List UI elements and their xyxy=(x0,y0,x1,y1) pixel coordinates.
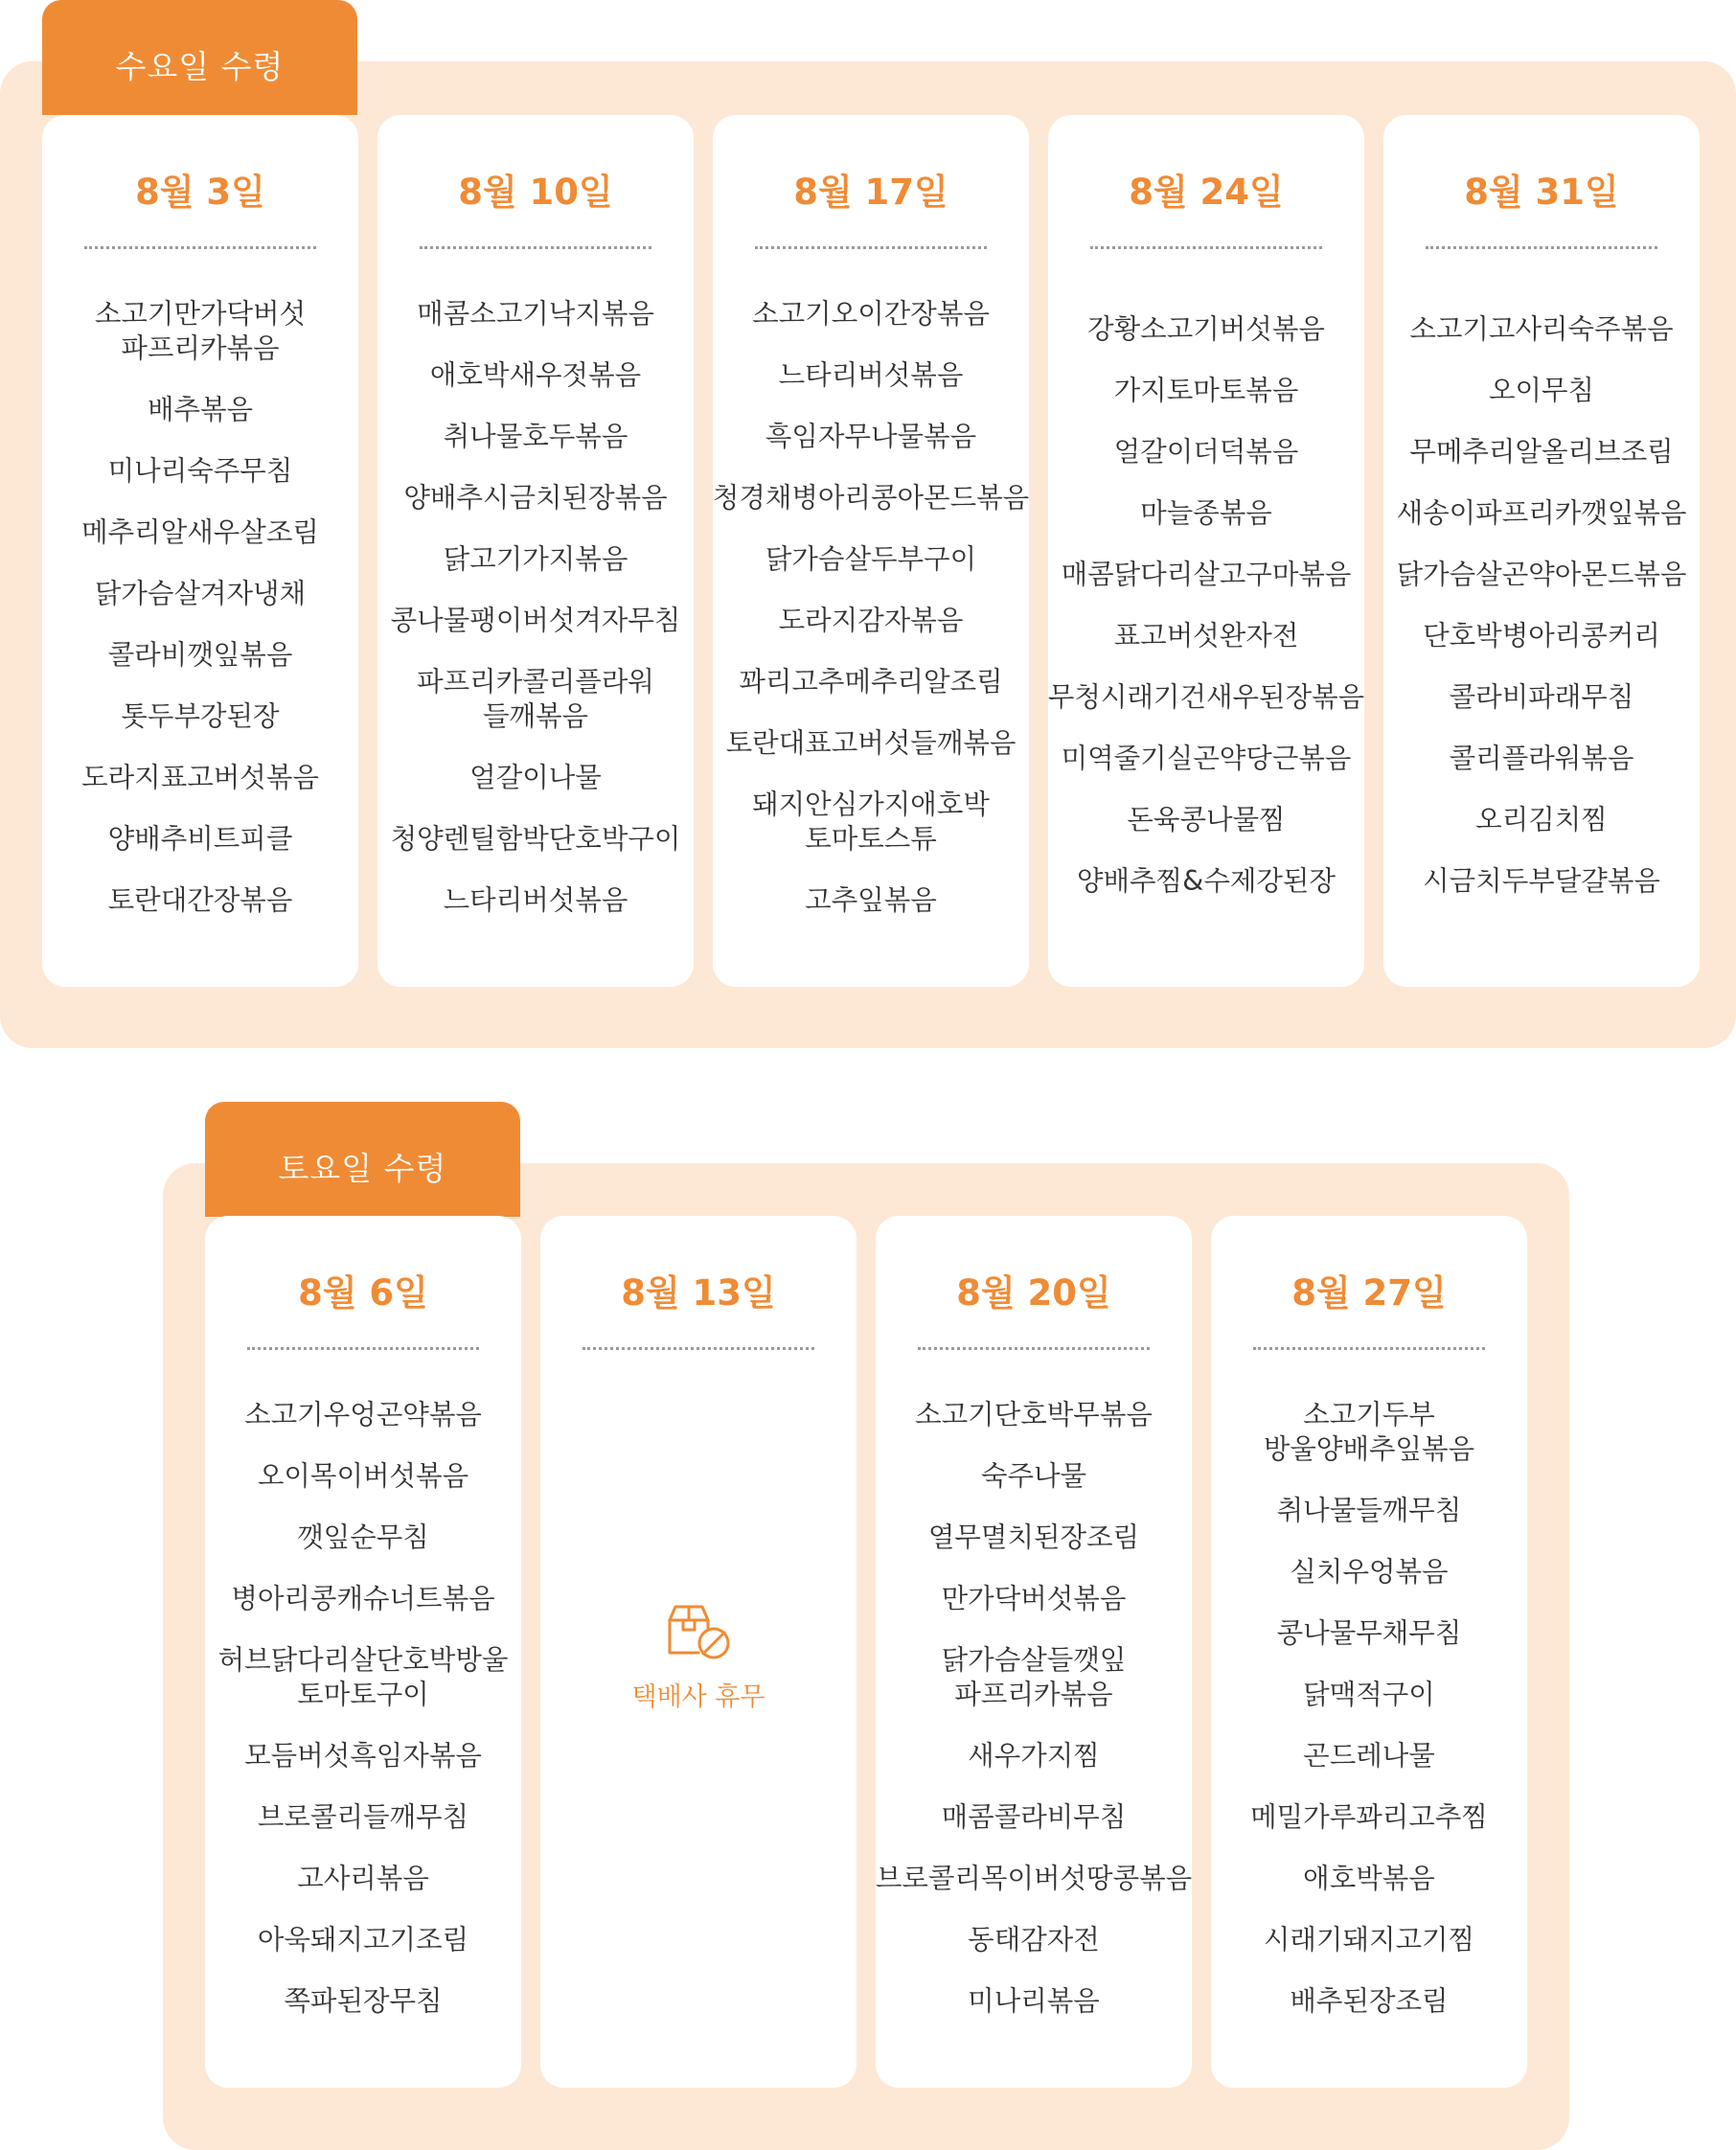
menu-item: 콜리플라워볶음 xyxy=(1449,743,1634,774)
menu-item: 청경채병아리콩아몬드볶음 xyxy=(712,482,1030,514)
menu-list xyxy=(1383,312,1700,926)
menu-item: 흑임자무나물볶음 xyxy=(765,421,977,452)
menu-item: 얼갈이나물 xyxy=(469,762,602,793)
closed-text: 택배사 휴무 xyxy=(631,1682,765,1712)
menu-list xyxy=(1048,312,1364,926)
menu-item: 애호박새우젓볶음 xyxy=(429,359,642,391)
day-card-wed-3 xyxy=(1048,115,1364,987)
dotted-divider xyxy=(582,1347,814,1350)
menu-item: 무메추리알올리브조림 xyxy=(1409,436,1674,468)
dotted-divider xyxy=(1426,246,1657,249)
dotted-divider xyxy=(918,1347,1150,1350)
day-date: 8월 6일 xyxy=(298,1272,428,1314)
menu-item: 새우가지찜 xyxy=(968,1740,1100,1772)
day-card-sat-1 xyxy=(540,1216,857,2088)
day-date: 8월 13일 xyxy=(621,1272,776,1314)
menu-item: 소고기우엉곤약볶음 xyxy=(244,1399,482,1430)
menu-list xyxy=(713,297,1029,945)
day-date: 8월 27일 xyxy=(1291,1272,1447,1314)
menu-item: 마늘종볶음 xyxy=(1140,497,1272,529)
day-date: 8월 10일 xyxy=(458,172,613,213)
menu-item: 열무멸치된장조림 xyxy=(927,1521,1140,1553)
menu-item: 느타리버섯볶음 xyxy=(778,359,964,391)
menu-item: 가지토마토볶음 xyxy=(1113,375,1299,406)
menu-list xyxy=(377,297,694,945)
menu-item: 새송이파프리카깻잎볶음 xyxy=(1396,497,1687,529)
menu-item: 도라지표고버섯볶음 xyxy=(81,762,319,793)
menu-item: 콜라비깻잎볶음 xyxy=(107,639,293,671)
menu-item: 양배추시금치된장볶음 xyxy=(403,482,668,514)
menu-item: 닭가슴살겨자냉채 xyxy=(94,578,307,609)
closed-notice xyxy=(540,1599,857,1713)
menu-item: 파프리카콜리플라워 들깨볶음 xyxy=(417,666,654,732)
menu-item: 매콤소고기낙지볶음 xyxy=(417,298,654,330)
menu-item: 매콤콜라비무침 xyxy=(941,1801,1127,1833)
menu-item: 취나물호두볶음 xyxy=(443,421,628,452)
menu-list xyxy=(42,297,358,945)
menu-item: 닭가슴살들깻잎 파프리카볶음 xyxy=(941,1644,1127,1710)
menu-item: 병아리콩캐슈너트볶음 xyxy=(231,1583,495,1614)
menu-item: 콜라비파래무침 xyxy=(1449,681,1634,713)
menu-item: 표고버섯완자전 xyxy=(1113,620,1299,652)
menu-item: 모듬버섯흑임자볶음 xyxy=(244,1740,482,1772)
day-card-wed-4 xyxy=(1383,115,1700,987)
day-date: 8월 24일 xyxy=(1129,172,1284,213)
menu-item: 콩나물무채무침 xyxy=(1276,1617,1462,1649)
menu-item: 오리김치찜 xyxy=(1475,804,1608,835)
menu-item: 만가닥버섯볶음 xyxy=(941,1583,1127,1614)
menu-item: 애호박볶음 xyxy=(1303,1863,1435,1894)
menu-item: 시래기돼지고기찜 xyxy=(1263,1924,1475,1956)
day-date: 8월 31일 xyxy=(1464,172,1619,213)
menu-item: 소고기고사리숙주볶음 xyxy=(1409,313,1674,345)
dotted-divider xyxy=(1090,246,1322,249)
menu-item: 얼갈이더덕볶음 xyxy=(1113,436,1299,468)
menu-list xyxy=(205,1398,521,2046)
menu-item: 돈육콩나물찜 xyxy=(1127,804,1286,835)
day-card-sat-2 xyxy=(876,1216,1192,2088)
menu-item: 양배추찜&수제강된장 xyxy=(1076,865,1336,897)
menu-item: 닭맥적구이 xyxy=(1303,1679,1435,1710)
menu-item: 미나리볶음 xyxy=(968,1985,1100,2017)
menu-item: 단호박병아리콩커리 xyxy=(1423,620,1660,652)
box-cancel-icon xyxy=(660,1599,737,1662)
day-card-wed-2 xyxy=(713,115,1029,987)
menu-item: 무청시래기건새우된장볶음 xyxy=(1047,681,1365,713)
menu-item: 허브닭다리살단호박방울 토마토구이 xyxy=(217,1644,509,1710)
day-card-sat-0 xyxy=(205,1216,521,2088)
menu-item: 꽈리고추메추리알조림 xyxy=(739,666,1003,698)
menu-item: 닭가슴살곤약아몬드볶음 xyxy=(1396,559,1687,590)
menu-item: 소고기두부 방울양배추잎볶음 xyxy=(1263,1399,1475,1465)
menu-item: 메추리알새우살조림 xyxy=(81,516,319,548)
saturday-tab: 토요일 수령 xyxy=(205,1102,520,1217)
menu-item: 시금치두부달걀볶음 xyxy=(1423,865,1660,897)
menu-item: 곤드레나물 xyxy=(1303,1740,1435,1772)
menu-item: 돼지안심가지애호박 토마토스튜 xyxy=(752,789,990,855)
menu-item: 양배추비트피클 xyxy=(107,823,293,855)
menu-item: 취나물들깨무침 xyxy=(1276,1495,1462,1526)
menu-item: 매콤닭다리살고구마볶음 xyxy=(1061,559,1352,590)
menu-item: 아욱돼지고기조림 xyxy=(257,1924,469,1956)
menu-list xyxy=(876,1398,1192,2046)
day-date: 8월 17일 xyxy=(793,172,948,213)
menu-item: 콩나물팽이버섯겨자무침 xyxy=(390,605,681,636)
menu-item: 실치우엉볶음 xyxy=(1290,1556,1449,1588)
menu-item: 오이목이버섯볶음 xyxy=(257,1460,469,1492)
menu-item: 토란대표고버섯들깨볶음 xyxy=(725,727,1016,759)
dotted-divider xyxy=(84,246,316,249)
day-date: 8월 3일 xyxy=(135,172,265,213)
wednesday-tab: 수요일 수령 xyxy=(42,0,357,115)
menu-item: 미나리숙주무침 xyxy=(107,455,293,487)
day-card-sat-3 xyxy=(1211,1216,1527,2088)
menu-item: 고추잎볶음 xyxy=(805,884,937,916)
dotted-divider xyxy=(420,246,651,249)
day-card-wed-0 xyxy=(42,115,358,987)
menu-item: 닭고기가지볶음 xyxy=(443,543,628,575)
menu-item: 오이무침 xyxy=(1488,375,1595,406)
menu-item: 소고기오이간장볶음 xyxy=(752,298,990,330)
menu-item: 메밀가루꽈리고추찜 xyxy=(1250,1801,1488,1833)
menu-item: 소고기만가닥버섯 파프리카볶음 xyxy=(94,298,307,364)
menu-item: 도라지감자볶음 xyxy=(778,605,964,636)
menu-item: 고사리볶음 xyxy=(297,1863,429,1894)
menu-item: 숙주나물 xyxy=(980,1460,1087,1492)
menu-item: 토란대간장볶음 xyxy=(107,884,293,916)
day-card-wed-1 xyxy=(377,115,694,987)
menu-item: 동태감자전 xyxy=(968,1924,1100,1956)
dotted-divider xyxy=(247,1347,479,1350)
menu-item: 배추된장조림 xyxy=(1290,1985,1449,2017)
menu-item: 느타리버섯볶음 xyxy=(443,884,628,916)
menu-item: 톳두부강된장 xyxy=(121,700,280,732)
menu-item: 브로콜리목이버섯땅콩볶음 xyxy=(875,1863,1193,1894)
menu-list xyxy=(1211,1398,1527,2046)
menu-item: 닭가슴살두부구이 xyxy=(765,543,977,575)
menu-item: 쪽파된장무침 xyxy=(284,1985,443,2017)
menu-item: 미역줄기실곤약당근볶음 xyxy=(1061,743,1352,774)
dotted-divider xyxy=(755,246,987,249)
menu-item: 깻잎순무침 xyxy=(297,1521,429,1553)
menu-item: 배추볶음 xyxy=(147,394,254,425)
day-date: 8월 20일 xyxy=(956,1272,1111,1314)
dotted-divider xyxy=(1253,1347,1485,1350)
menu-item: 브로콜리들깨무침 xyxy=(257,1801,469,1833)
menu-item: 소고기단호박무볶음 xyxy=(915,1399,1153,1430)
menu-item: 청양렌틸함박단호박구이 xyxy=(390,823,681,855)
menu-item: 강황소고기버섯볶음 xyxy=(1087,313,1325,345)
